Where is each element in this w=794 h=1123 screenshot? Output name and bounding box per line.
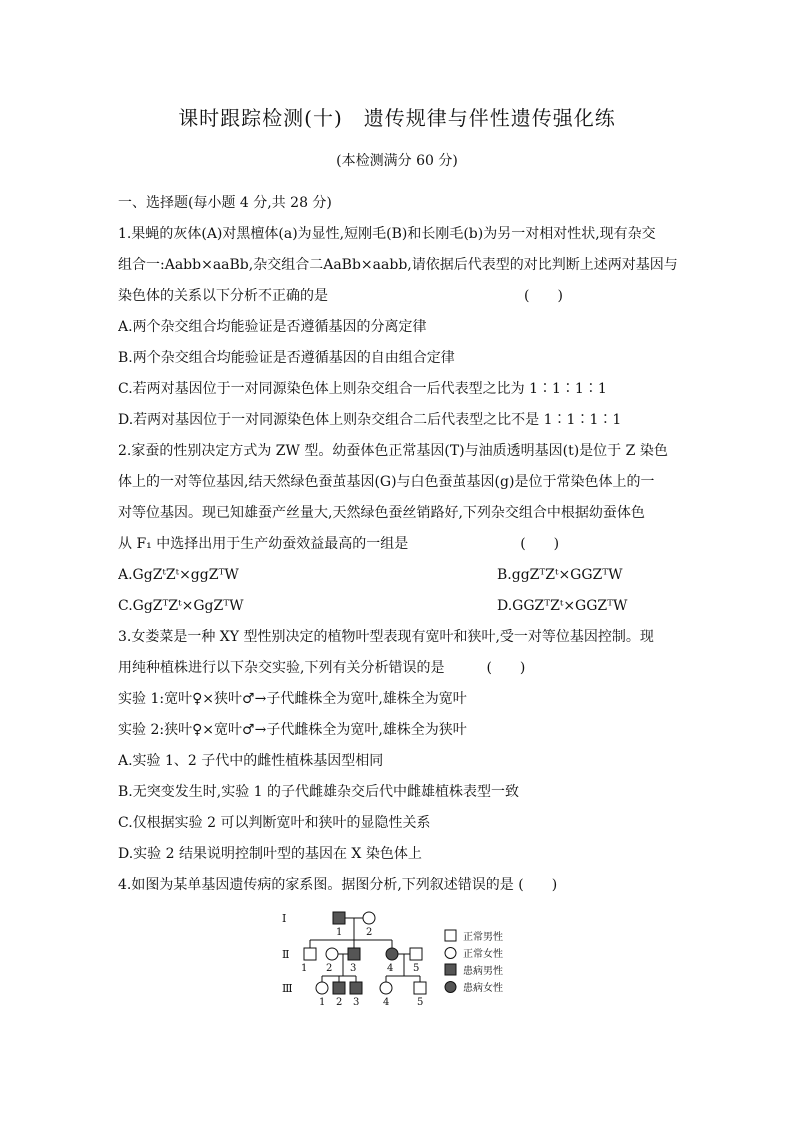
gen1-id: 2 xyxy=(366,927,373,938)
text-line: B.两个杂交组合均能验证是否遵循基因的自由组合定律 xyxy=(118,350,455,366)
text-line: 3.女娄菜是一种 XY 型性别决定的植物叶型表现有宽叶和狭叶,受一对等位基因控制。现 xyxy=(118,629,654,645)
text-line: 从 F₁ 中选择出用于生产幼蚕效益最高的一组是 ( ) xyxy=(118,536,560,552)
gen2-id: 2 xyxy=(326,963,333,974)
pedigree-diagram xyxy=(280,908,520,1010)
text-line: 实验 2:狭叶♀×宽叶♂→子代雌株全为宽叶,雄株全为狭叶 xyxy=(118,722,467,738)
gen3-normal-female xyxy=(380,982,392,994)
text-line: D.若两对基因位于一对同源染色体上则杂交组合二后代表型之比不是 1∶1∶1∶1 xyxy=(118,412,622,428)
text-line: A.实验 1、2 子代中的雌性植株基因型相同 xyxy=(118,753,384,769)
gen2-normal-male xyxy=(304,948,316,960)
text-line: 4.如图为某单基因遗传病的家系图。据图分析,下列叙述错误的是 ( ) xyxy=(118,877,558,893)
text-line: A.两个杂交组合均能验证是否遵循基因的分离定律 xyxy=(118,319,427,335)
text-line: 对等位基因。现已知雄蚕产丝量大,天然绿色蚕丝销路好,下列杂交组合中根据幼蚕体色 xyxy=(118,505,645,521)
text-line: 组合一:Aabb×aaBb,杂交组合二AaBb×aabb,请依据后代表型的对比判断上述两对基因与 xyxy=(118,257,678,273)
gen-label-1: Ⅰ xyxy=(282,912,287,925)
legend-affected-male-icon xyxy=(445,964,456,975)
gen-label-3: Ⅲ xyxy=(282,982,293,995)
gen3-normal-female xyxy=(316,982,328,994)
text-line: B.无突变发生时,实验 1 的子代雌雄杂交后代中雌雄植株表型一致 xyxy=(118,784,519,800)
gen3-normal-male xyxy=(414,982,426,994)
option-a: A.GgZᵗZᵗ×ggZᵀW xyxy=(118,567,239,583)
gen3-id: 1 xyxy=(319,997,326,1008)
gen3-affected-male xyxy=(350,982,362,994)
gen2-id: 5 xyxy=(413,963,420,974)
section-heading: 一、选择题(每小题 4 分,共 28 分) xyxy=(118,195,332,211)
gen2-affected-male xyxy=(348,948,360,960)
legend-label: 患病男性 xyxy=(463,966,503,977)
gen2-id: 1 xyxy=(301,963,308,974)
gen2-affected-female xyxy=(386,948,398,960)
gen2-id: 3 xyxy=(350,963,357,974)
option-row xyxy=(118,591,678,622)
legend-label: 正常男性 xyxy=(463,932,503,943)
gen3-affected-male xyxy=(333,982,345,994)
text-line: C.若两对基因位于一对同源染色体上则杂交组合一后代表型之比为 1∶1∶1∶1 xyxy=(118,381,607,397)
gen1-normal-female xyxy=(363,912,375,924)
question-body xyxy=(118,188,678,901)
text-line: D.实验 2 结果说明控制叶型的基因在 X 染色体上 xyxy=(118,846,422,862)
page-subtitle: (本检测满分 60 分) xyxy=(336,153,458,169)
option-d: D.GGZᵀZᵗ×GGZᵀW xyxy=(497,598,628,614)
gen3-id: 3 xyxy=(353,997,360,1008)
text-line: 体上的一对等位基因,结天然绿色蚕茧基因(G)与白色蚕茧基因(g)是位于常染色体上的一 xyxy=(118,474,655,490)
gen2-id: 4 xyxy=(387,963,394,974)
gen-label-2: Ⅱ xyxy=(282,948,290,961)
text-line: 染色体的关系以下分析不正确的是 ( ) xyxy=(118,288,563,304)
gen3-id: 5 xyxy=(417,997,424,1008)
gen1-id: 1 xyxy=(336,927,343,938)
gen1-affected-male xyxy=(333,912,345,924)
legend-label: 患病女性 xyxy=(463,983,503,994)
text-line: 用纯种植株进行以下杂交实验,下列有关分析错误的是 ( ) xyxy=(118,660,526,676)
gen3-id: 2 xyxy=(336,997,343,1008)
legend-affected-female-icon xyxy=(445,982,456,993)
text-line: 2.家蚕的性别决定方式为 ZW 型。幼蚕体色正常基因(T)与油质透明基因(t)是位于 Z 染色 xyxy=(118,443,668,459)
option-b: B.ggZᵀZᵗ×GGZᵀW xyxy=(497,567,623,583)
text-line: 实验 1:宽叶♀×狭叶♂→子代雌株全为宽叶,雄株全为宽叶 xyxy=(118,691,467,707)
legend-label: 正常女性 xyxy=(463,949,503,960)
option-c: C.GgZᵀZᵗ×GgZᵀW xyxy=(118,598,244,614)
option-row xyxy=(118,560,678,591)
legend-normal-male-icon xyxy=(445,930,456,941)
gen3-id: 4 xyxy=(383,997,390,1008)
pedigree-svg xyxy=(280,908,520,1010)
gen2-normal-female xyxy=(326,948,338,960)
text-line: 1.果蝇的灰体(A)对黑檀体(a)为显性,短刚毛(B)和长刚毛(b)为另一对相对性状,现有杂交 xyxy=(118,226,656,242)
gen2-normal-male xyxy=(410,948,422,960)
legend-normal-female-icon xyxy=(445,948,456,959)
page-title: 课时跟踪检测(十) 遗传规律与伴性遗传强化练 xyxy=(178,106,616,130)
text-line: C.仅根据实验 2 可以判断宽叶和狭叶的显隐性关系 xyxy=(118,815,431,831)
